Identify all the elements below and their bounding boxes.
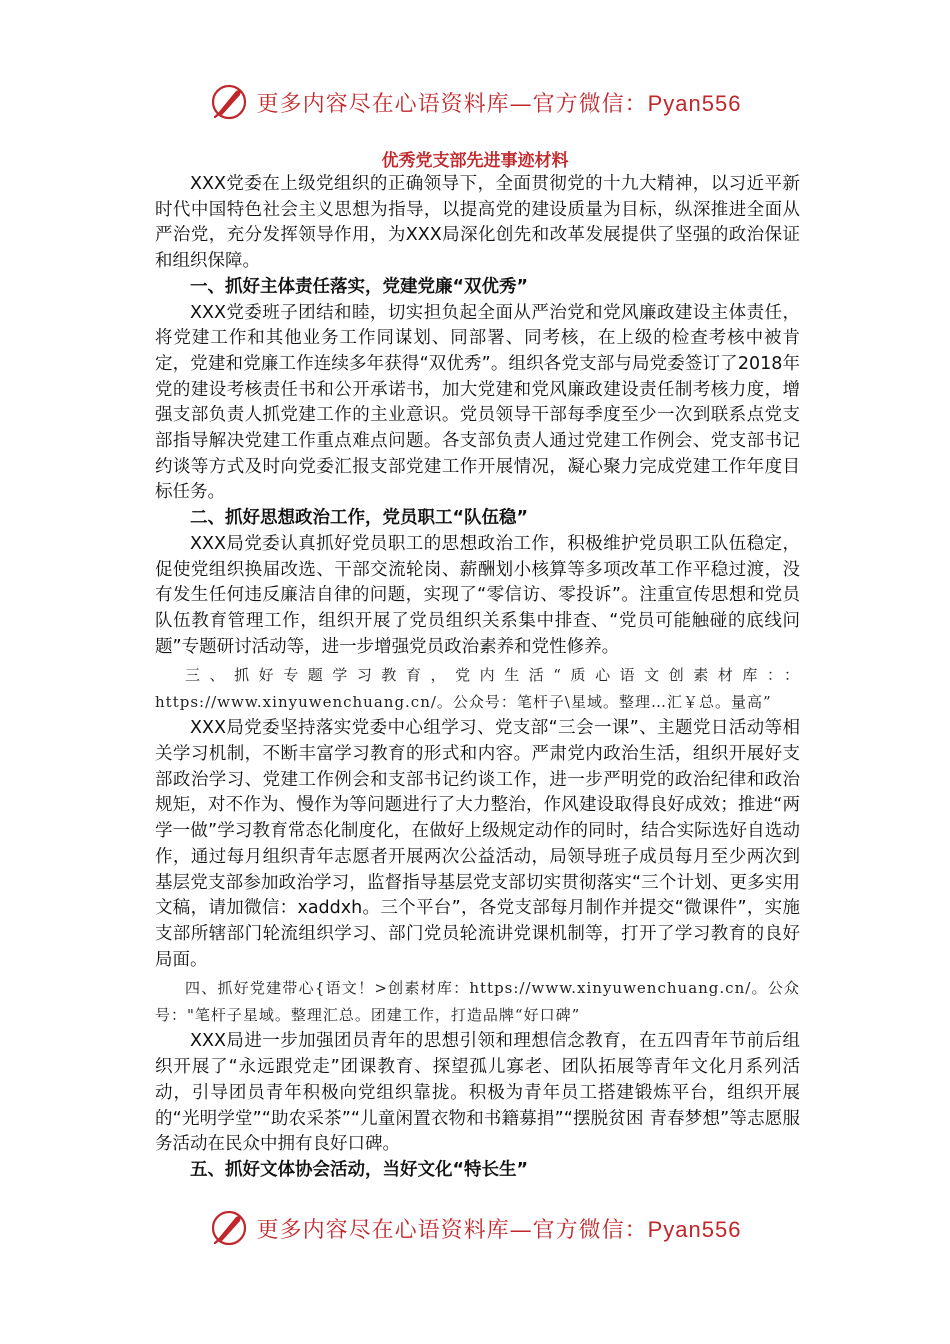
document-body: [155, 172, 800, 1184]
section-4-heading: 四、抓好党建带心{语文！>创素材库：https://www.xinyuwenchuang.cn/。公众号："笔杆子星域。整理汇总。团建工作，打造品牌“好口碑”: [155, 979, 800, 1025]
section-1-heading: 一、抓好主体责任落实，党建党廉“双优秀”: [190, 276, 529, 297]
section-5-heading: 五、抓好文体协会活动，当好文化“特长生”: [190, 1159, 529, 1180]
section-3-paragraph: XXX局党委坚持落实党委中心组学习、党支部“三会一课”、主题党日活动等相关学习机制，不断丰富学习教育的形式和内容。严肃党内政治生活，组织开展好支部政治学习、党建工作例会和支部书记约谈工作，进一步严明党的政治纪律和政治规矩，对不作为、慢作为等问题进行了大力整治，作风建设取得良好成效；推进“两学一做”学习教育常态化制度化，在做好上级规定动作的同时，结合实际选好自选动作，通过每月组织青年志愿者开展两次公益活动，局领导班子成员每月至少两次到基层党支部参加政治学习，监督指导基层党支部切实贯彻落实“三个计划、更多实用文稿，请加微信：xaddxh。三个平台”，各党支部每月制作并提交“微课件”，实施支部所辖部门轮流组织学习、部门党员轮流讲党课机制等，打开了学习教育的良好局面。: [155, 718, 800, 970]
document-title: 优秀党支部先进事迹材料: [381, 151, 569, 171]
header-banner: [0, 82, 950, 122]
section-2-paragraph: XXX局党委认真抓好党员职工的思想政治工作，积极维护党员职工队伍稳定，促使党组织换届改选、干部交流轮岗、薪酬划小核算等多项改革工作平稳过渡，没有发生任何违反廉洁自律的问题，实现了“零信访、零投诉”。注重宣传思想和党员队伍教育管理工作，组织开展了党员组织关系集中排查、“党员可能触碰的底线问题”专题研讨活动等，进一步增强党员政治素养和党性修养。: [155, 533, 800, 657]
quill-logo-icon: [209, 82, 249, 122]
section-4-paragraph: XXX局进一步加强团员青年的思想引领和理想信念教育，在五四青年节前后组织开展了“永远跟党走”团课教育、探望孤儿寡老、团队拓展等青年文化月系列活动，引导团员青年积极向党组织靠拢。积极为青年员工搭建锻炼平台，组织开展的“光明学堂”“助农采茶”“儿童闲置衣物和书籍募捐”“摆脱贫困 青春梦想”等志愿服务活动在民众中拥有良好口碑。: [155, 1031, 800, 1155]
section-2-heading: 二、抓好思想政治工作，党员职工“队伍稳”: [190, 508, 529, 529]
section-1-paragraph: XXX党委班子团结和睦，切实担负起全面从严治党和党风廉政建设主体责任，将党建工作和其他业务工作同谋划、同部署、同考核，在上级的检查考核中被肯定，党建和党廉工作连续多年获得“双优秀”。组织各党支部与局党委签订了2018年党的建设考核责任书和公开承诺书，加大党建和党风廉政建设责任制考核力度，增强支部负责人抓党建工作的主业意识。党员领导干部每季度至少一次到联系点党支部指导解决党建工作重点难点问题。各支部负责人通过党建工作例会、党支部书记约谈等方式及时向党委汇报支部党建工作开展情况，凝心聚力完成党建工作年度目标任务。: [155, 302, 800, 503]
footer-banner-text: 更多内容尽在心语资料库—官方微信：Pyan556: [256, 1216, 742, 1243]
intro-paragraph: XXX党委在上级党组织的正确领导下，全面贯彻党的十九大精神，以习近平新时代中国特色社会主义思想为指导，以提高党的建设质量为目标，纵深推进全面从严治党，充分发挥领导作用，为XXX局深化创先和改革发展提供了坚强的政治保证和组织保障。: [155, 174, 800, 272]
header-banner-text: 更多内容尽在心语资料库—官方微信：Pyan556: [256, 90, 742, 117]
footer-banner: [0, 1208, 950, 1248]
quill-logo-icon: [209, 1208, 249, 1248]
section-3-heading: 三、抓好专题学习教育，党内生活“质心语文创素材库：：https://www.xinyuwenchuang.cn/。公众号：笔杆子\星域。整理…汇￥总。量高”: [155, 666, 800, 712]
